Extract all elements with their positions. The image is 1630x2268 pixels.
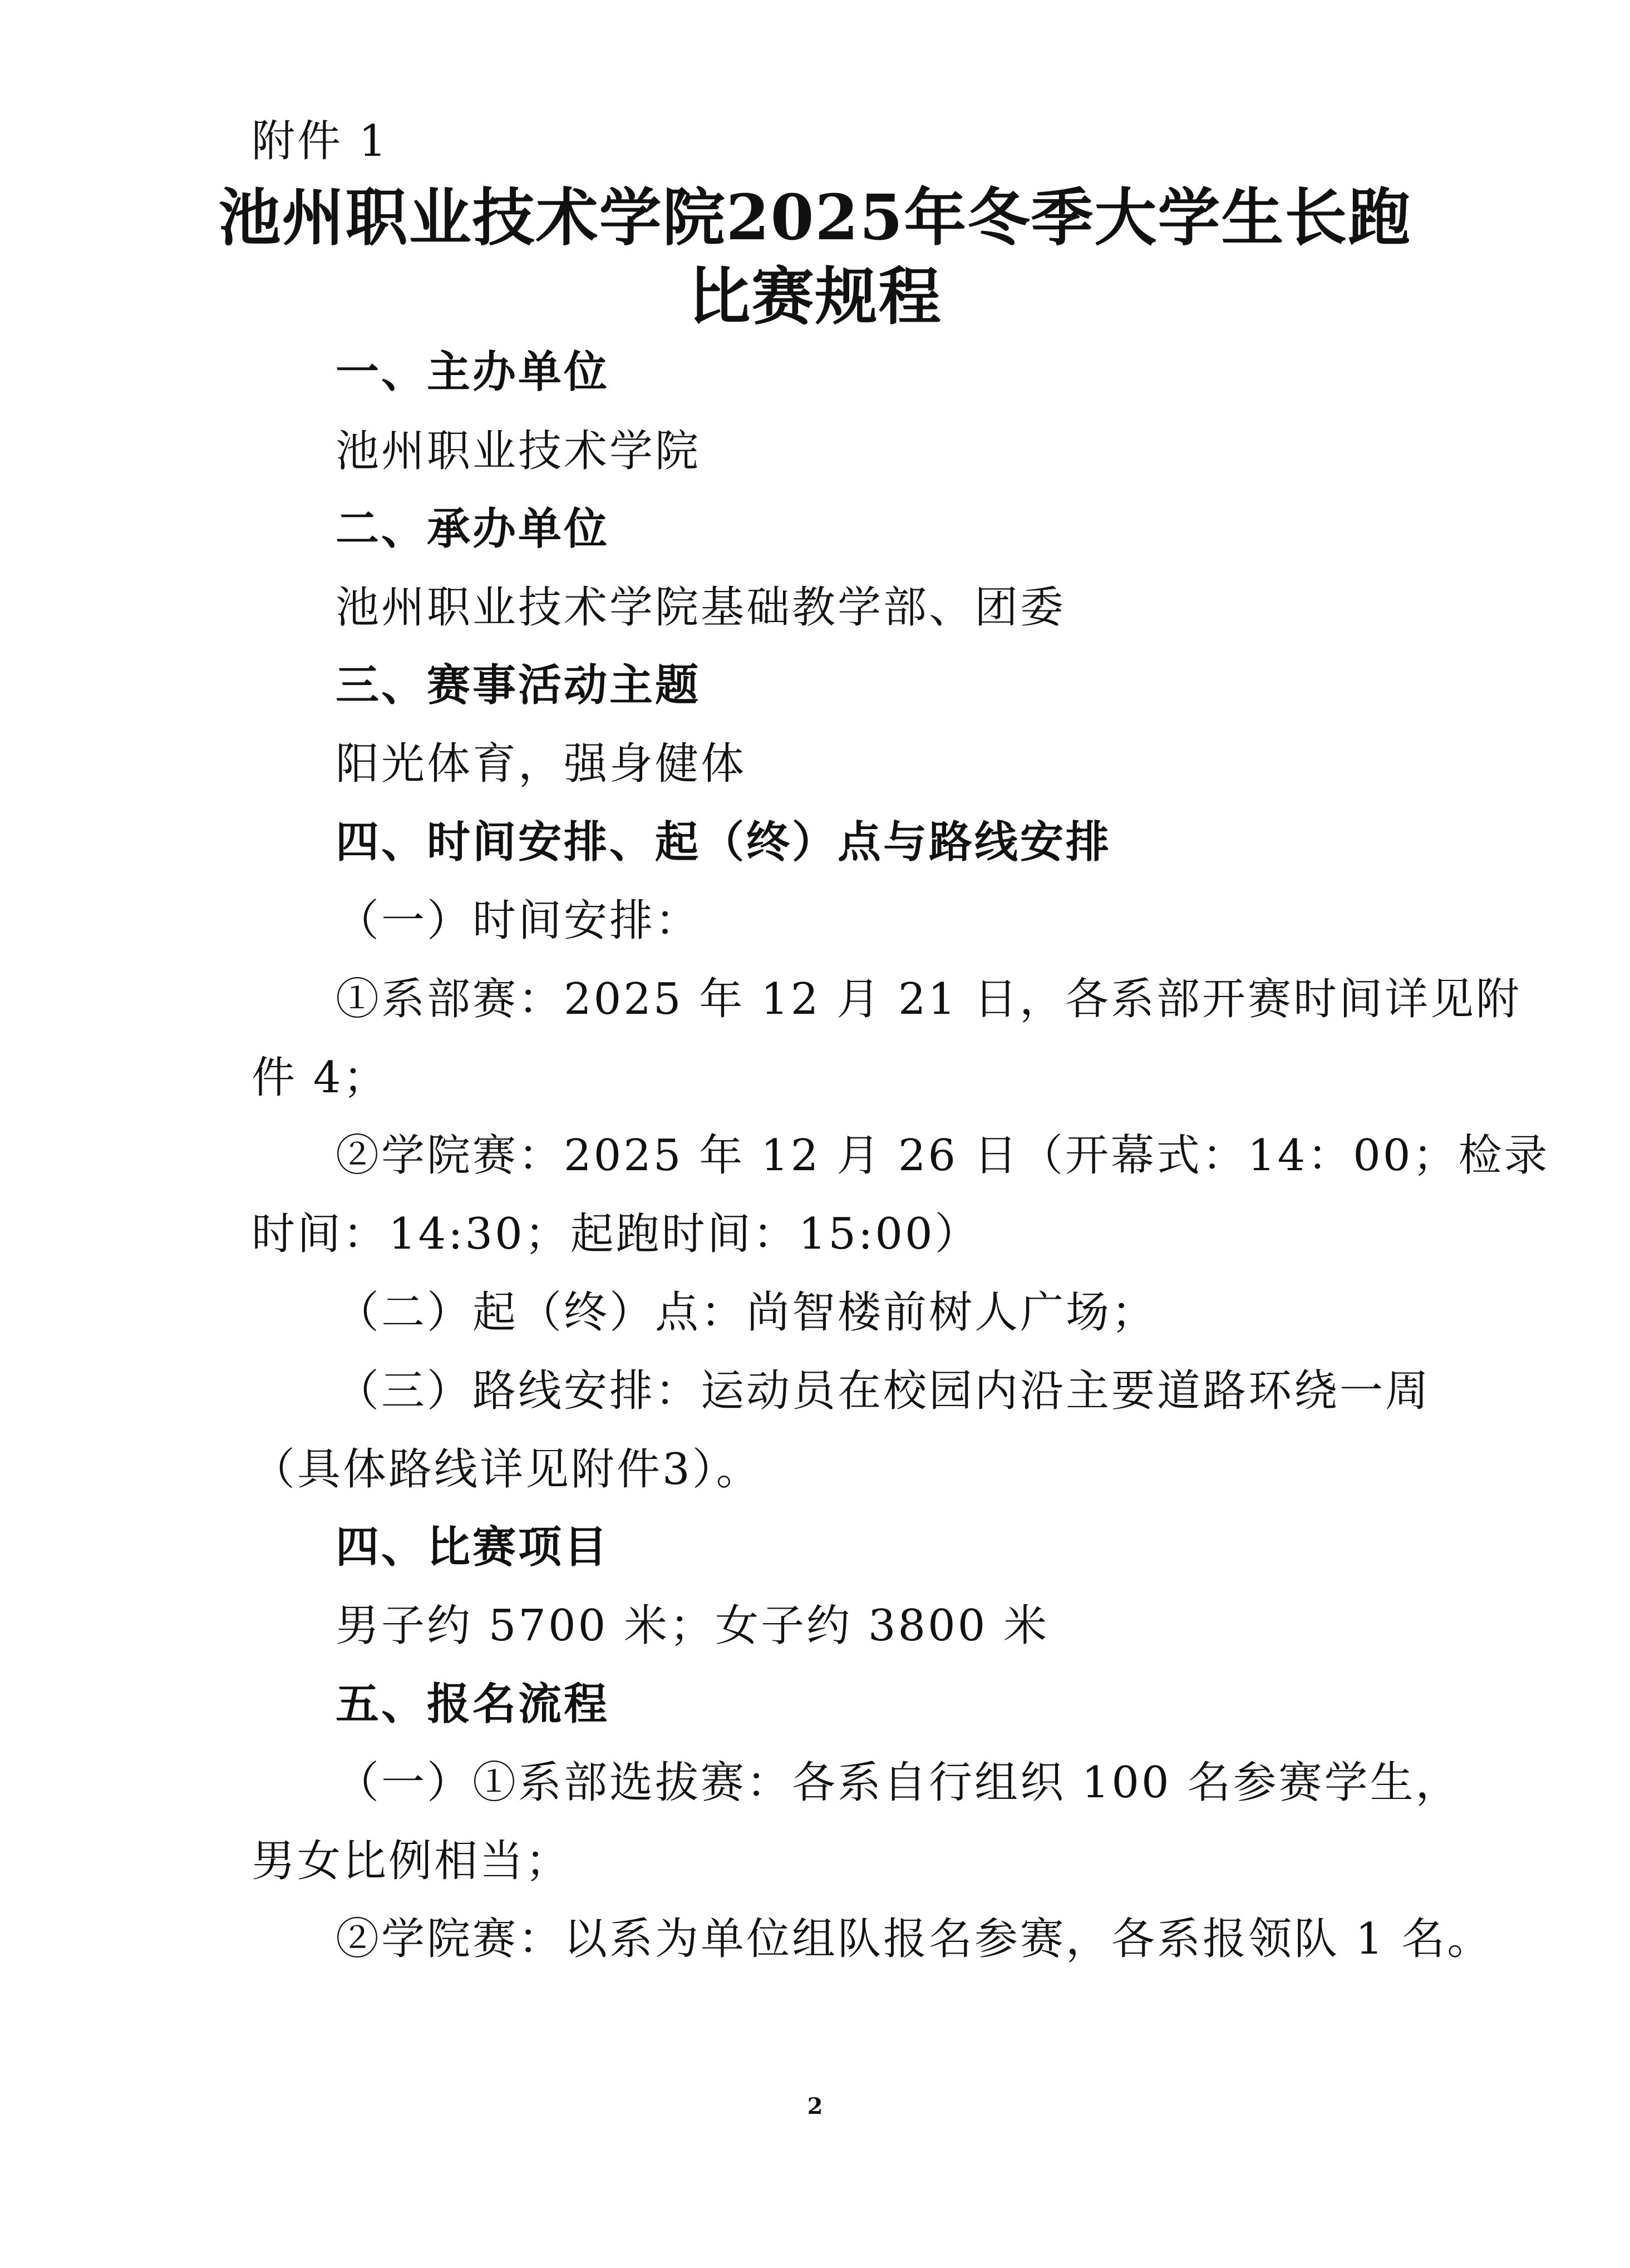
events-text: 男子约 5700 米；女子约 3800 米 xyxy=(336,1601,1050,1651)
theme-text: 阳光体育，强身健体 xyxy=(336,739,747,789)
schedule-subheading: （一）时间安排： xyxy=(336,896,701,946)
section-heading-co-organizer: 二、承办单位 xyxy=(336,504,610,554)
registration-line-3: ②学院赛：以系为单位组队报名参赛，各系报领队 1 名。 xyxy=(336,1914,1493,1964)
section-heading-organizer: 一、主办单位 xyxy=(336,347,610,397)
organizer-text: 池州职业技术学院 xyxy=(336,426,701,476)
dept-race-line-2: 件 4； xyxy=(252,1053,389,1103)
registration-line-2: 男女比例相当； xyxy=(252,1836,572,1886)
section-heading-events: 四、比赛项目 xyxy=(336,1522,610,1572)
co-organizer-text: 池州职业技术学院基础教学部、团委 xyxy=(336,583,1066,633)
route-line-2: （具体路线详见附件3）。 xyxy=(252,1444,762,1495)
start-point-text: （二）起（终）点：尚智楼前树人广场； xyxy=(336,1288,1158,1338)
registration-line-1: （一）①系部选拔赛：各系自行组织 100 名参赛学生， xyxy=(336,1758,1461,1808)
section-heading-schedule: 四、时间安排、起（终）点与路线安排 xyxy=(336,817,1112,867)
section-heading-registration: 五、报名流程 xyxy=(336,1679,610,1729)
page-number: 2 xyxy=(807,2093,823,2119)
document-title-line-1: 池州职业技术学院2025年冬季大学生长跑 xyxy=(218,181,1412,254)
document-title-line-2: 比赛规程 xyxy=(688,260,942,333)
dept-race-line-1: ①系部赛：2025 年 12 月 21 日，各系部开赛时间详见附 xyxy=(336,974,1521,1024)
section-heading-theme: 三、赛事活动主题 xyxy=(336,660,701,711)
college-race-line-2: 时间：14:30；起跑时间：15:00） xyxy=(252,1209,981,1259)
college-race-line-1: ②学院赛：2025 年 12 月 26 日（开幕式：14：00；检录 xyxy=(336,1131,1550,1181)
attachment-label: 附件 1 xyxy=(252,116,389,166)
route-line-1: （三）路线安排：运动员在校园内沿主要道路环绕一周 xyxy=(336,1366,1431,1416)
